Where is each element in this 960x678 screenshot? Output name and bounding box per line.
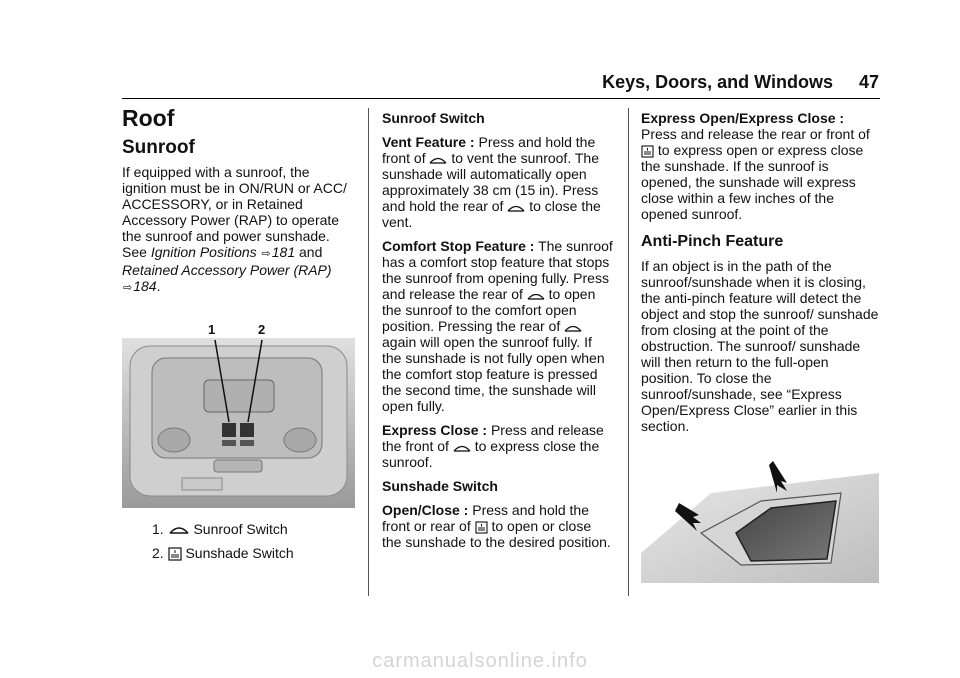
heading-sunroof-switch: Sunroof Switch xyxy=(382,110,485,126)
link-ignition-positions[interactable]: Ignition Positions xyxy=(150,244,257,260)
column-divider-1 xyxy=(368,108,369,596)
console-illustration xyxy=(122,318,355,508)
express-open-close-paragraph: Express Open/Express Close : Press and release the rear or front of to express open or express close the sunshade. If the sunroof is opened, the sunshade will express close within a few inches of the opened sunroof. xyxy=(641,110,870,222)
sunroof-icon xyxy=(453,442,471,454)
right-column xyxy=(641,110,881,442)
ref-page-181: 181 xyxy=(271,244,296,260)
express-close-paragraph: Express Close : Press and release the front of to express close the sunroof. xyxy=(382,422,604,470)
header-rule xyxy=(122,98,880,99)
legend-item-1: 1. Sunroof Switch xyxy=(152,521,288,537)
sunshade-icon xyxy=(475,521,488,534)
heading-sunroof: Sunroof xyxy=(122,137,195,158)
callout-2: 2 xyxy=(258,322,266,337)
ref-arrow-icon: ⇨ xyxy=(261,248,271,260)
open-close-paragraph: Open/Close : Press and hold the front or rear of to open or close the sunshade to the desired position. xyxy=(382,502,611,550)
page-header xyxy=(590,72,879,93)
vent-feature-paragraph: Vent Feature : Press and hold the front of to vent the sunroof. The sunshade will automatically open approximately 38 cm (15 in). Press and hold the rear of to close the vent. xyxy=(382,134,601,230)
column-divider-2 xyxy=(628,108,629,596)
sunshade-icon xyxy=(168,547,182,561)
link-rap[interactable]: Retained Accessory Power (RAP) xyxy=(122,262,332,278)
sunroof-icon xyxy=(527,290,545,302)
section-title: Keys, Doors, and Windows xyxy=(602,72,833,92)
heading-sunshade-switch: Sunshade Switch xyxy=(382,478,498,494)
middle-column xyxy=(382,110,614,558)
sunroof-icon xyxy=(507,202,525,214)
ref-page-184: 184 xyxy=(133,278,157,294)
callout-1: 1 xyxy=(208,322,216,337)
watermark: carmanualsonline.info xyxy=(372,650,588,672)
page-number: 47 xyxy=(858,72,879,92)
intro-paragraph: If equipped with a sunroof, the ignition must be in ON/RUN or ACC/ ACCESSORY, or in Retained Accessory Power (RAP) to operate the sunroof and power sunshade. See Ignition Positions ⇨181 and Retained Accessory Power (RAP) ⇨184. xyxy=(122,164,347,294)
heading-anti-pinch: Anti-Pinch Feature xyxy=(641,233,784,250)
legend-item-2: 2. Sunshade Switch xyxy=(152,545,294,561)
anti-pinch-paragraph: If an object is in the path of the sunroof/sunshade when it is closing, the anti-pinch feature will detect the object and stop the sunroof/ sunshade from closing at the point of the obstruction. The sunroof/ sunshade will then return to the full-open position. To close the sunroof/sunshade, see “Express Open/Express Close” earlier in this section. xyxy=(641,258,879,434)
sunshade-icon xyxy=(641,145,654,158)
overhead-console-figure xyxy=(122,318,355,508)
sunroof-icon xyxy=(429,154,447,166)
comfort-stop-paragraph: Comfort Stop Feature : The sunroof has a comfort stop feature that stops the sunroof from opening fully. Press and release the rear of to open the sunroof to the comfort open position. Pressing the rear of again will open the sunroof fully. If the sunshade is not fully open when the comfort stop feature is pressed the second time, the sunshade will open fully. xyxy=(382,238,613,414)
ref-arrow-icon: ⇨ xyxy=(123,282,133,294)
heading-roof: Roof xyxy=(122,105,175,131)
left-column xyxy=(122,105,354,304)
sunroof-icon xyxy=(168,523,190,537)
figure-legend xyxy=(152,521,352,569)
sunroof-icon xyxy=(564,322,582,334)
sunroof-illustration xyxy=(641,453,879,583)
sunroof-figure xyxy=(641,453,879,583)
